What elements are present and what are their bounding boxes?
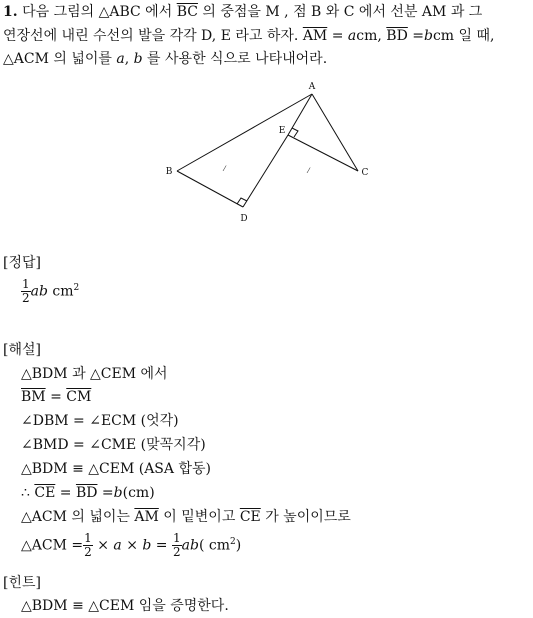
- side-ab: [177, 94, 312, 171]
- explanation-line-6: ∴ $\overline{CE} = \overline{BD} =b(cm)$: [21, 485, 155, 501]
- explanation-line-3: ∠DBM = ∠ECM (엇각): [21, 413, 179, 429]
- right-angle-mark-e: [292, 128, 298, 137]
- vertex-label-d: D: [240, 214, 248, 224]
- explanation-line-8: △ACM = $\frac{1}{2}$ × a × b = $\frac{1}{2}$ ab( $cm^2$): [21, 531, 242, 560]
- explanation-line-4: ∠BMD = ∠CME (맞꼭지각): [21, 437, 206, 453]
- explanation-line-2: $\overline{BM} = \overline{CM}$: [21, 389, 92, 405]
- segment-ae: [288, 94, 312, 135]
- hint-text: △BDM ≡ △CEM 임을 증명한다.: [21, 598, 229, 614]
- problem-number: 1.: [3, 4, 18, 20]
- vertex-label-a: A: [308, 82, 316, 92]
- problem-statement-line-2: 연장선에 내린 수선의 발을 각각 D, E 라고 하자. $\overline{AM}$ = acm, $\overline{BD} =bcm$ 일 때,: [3, 28, 495, 44]
- tick-mark-cm: ⁄: [308, 167, 310, 175]
- explanation-line-1: △BDM 과 △CEM 에서: [21, 366, 168, 382]
- explanation-line-7: △ACM 의 넓이는 $\overline{AM}$ 이 밑변이고 $\overline{CE}$ 가 높이이므로: [21, 509, 351, 525]
- explanation-line-5: △BDM ≡ △CEM (ASA 합동): [21, 461, 211, 477]
- triangle-figure: [150, 75, 390, 235]
- hint-header: [힌트]: [3, 575, 41, 591]
- vertex-label-b: B: [165, 167, 173, 177]
- problem-statement-line-3: △ACM 의 넓이를 a, b 를 사용한 식으로 나타내어라.: [3, 51, 328, 67]
- explanation-header: [해설]: [3, 342, 41, 358]
- problem-statement-line-1: 1. 다음 그림의 △ABC 에서 $\overline{BC}$ 의 중점을 M , 점 B 와 C 에서 선분 AM 과 그: [3, 4, 483, 20]
- segment-md: [243, 135, 288, 207]
- answer-value: $\frac{1}{2}$ ab $cm^2$: [22, 277, 80, 306]
- tick-mark-bm: ⁄: [224, 165, 226, 173]
- vertex-label-c: C: [361, 168, 369, 178]
- vertex-label-e: E: [278, 126, 286, 136]
- segment-bd: [177, 171, 243, 207]
- answer-header: [정답]: [3, 255, 41, 271]
